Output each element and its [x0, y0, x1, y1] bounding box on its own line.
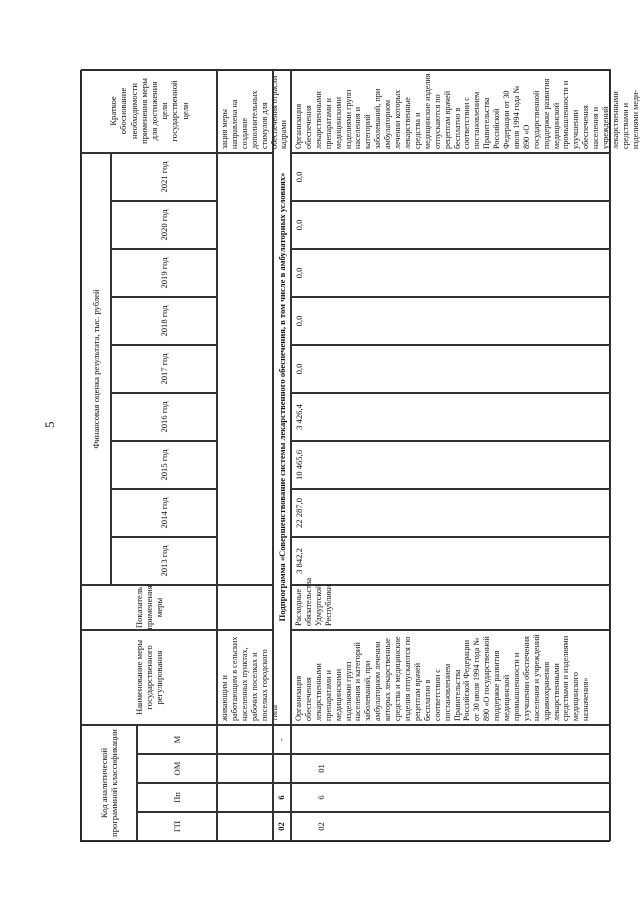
- row-pp: 6: [291, 783, 611, 812]
- prev-cell-om: [217, 754, 273, 783]
- row-value-2021: 0,0: [291, 153, 611, 201]
- header-code-group: Код аналитической программной классификации: [81, 725, 137, 841]
- header-col-gp: ГП: [137, 812, 217, 841]
- sub-pp: 6: [273, 783, 291, 812]
- row-value-2018: 0,0: [291, 297, 611, 345]
- row-value-2014: 22 287,0: [291, 489, 611, 537]
- page-number: 5: [42, 421, 57, 428]
- prev-cell-m: [217, 725, 273, 754]
- row-value-2015: 10 465,6: [291, 441, 611, 489]
- row-rationale-text: Организация обеспечения лекарственными препаратами и медицинскими изделиями групп населения и категорий заболеваний, при амбулаторном лечении которых лекарственные средства и медицинские изделия отпускаются по рецептам врачей бесплатно в соответствии с постановлением Правительства Российской Федерации от 30 июля 1994 года № 890 «О государственной поддержке развития медицинской промышленности и улучшении обеспечения населения и учреждений лекарственными средствами и изделиями меди-: [291, 69, 611, 153]
- row-value-2013: 3 842,2: [291, 537, 611, 585]
- header-year-2019: 2019 год: [111, 249, 217, 297]
- header-finance-group: Финансовая оценка результата, тыс. рублей: [81, 153, 111, 585]
- header-year-2014: 2014 год: [111, 489, 217, 537]
- row-m: [291, 725, 611, 754]
- row-indicator: Расходные обязательства Удмуртской Республики: [291, 585, 611, 630]
- header-year-2015: 2015 год: [111, 441, 217, 489]
- prev-cell-pp: [217, 783, 273, 812]
- sub-om: [273, 754, 291, 783]
- rotated-table-wrapper: [80, 70, 640, 842]
- row-value-2020: 0,0: [291, 201, 611, 249]
- header-year-2017: 2017 год: [111, 345, 217, 393]
- header-col-pp: Пп: [137, 783, 217, 812]
- row-gp: 02: [291, 812, 611, 841]
- prev-cell-indicator: [217, 585, 273, 630]
- header-year-2020: 2020 год: [111, 201, 217, 249]
- prev-cell-values: [217, 153, 273, 585]
- row-value-2017: 0,0: [291, 345, 611, 393]
- header-year-2021: 2021 год: [111, 153, 217, 201]
- row-value-2019: 0,0: [291, 249, 611, 297]
- prev-rationale-text: зация меры направлена на создание дополнительных стимулов для обеспечения отрасли кадрами: [217, 69, 273, 153]
- header-measure-name: Наименование меры государственного регулирования: [81, 630, 217, 725]
- sub-gp: 02: [273, 812, 291, 841]
- row-value-2016: 3 426,4: [291, 393, 611, 441]
- header-col-om: ОМ: [137, 754, 217, 783]
- prev-measure-text: живающим и работающим в сельских населенных пунктах, рабочих поселках и поселках городского типа: [217, 630, 273, 725]
- row-om: 01: [291, 754, 611, 783]
- prev-cell-gp: [217, 812, 273, 841]
- subprogram-title: Подпрограмма «Совершенствование системы лекарственного обеспечения, в том числе в амбулаторных условиях»: [273, 69, 291, 725]
- header-year-2018: 2018 год: [111, 297, 217, 345]
- header-col-m: М: [137, 725, 217, 754]
- sub-m: -: [273, 725, 291, 754]
- header-indicator: Показатель применения меры: [81, 585, 217, 630]
- row-measure-text: Организация обеспечения лекарственными препаратами и медицинскими изделиями групп населения и категорий заболеваний, при амбулаторном лечении которых лекарственные средства и медицинские изделия отпускаются по рецептам врачей бесплатно в соответствии с постановлением Правительства Российской Федерации от 30 июля 1994 года № 890 «О государственной поддержке развития медицинской промышленности и улучшении обеспечения населения и учреждений здравоохранения лекарственными средствами и изделиями медицинского назначения»: [291, 630, 611, 725]
- header-rationale: Краткое обоснование необходимости применения меры для достижения цели государственной цели: [81, 69, 217, 153]
- measures-table: [80, 70, 640, 842]
- header-year-2016: 2016 год: [111, 393, 217, 441]
- header-year-2013: 2013 год: [111, 537, 217, 585]
